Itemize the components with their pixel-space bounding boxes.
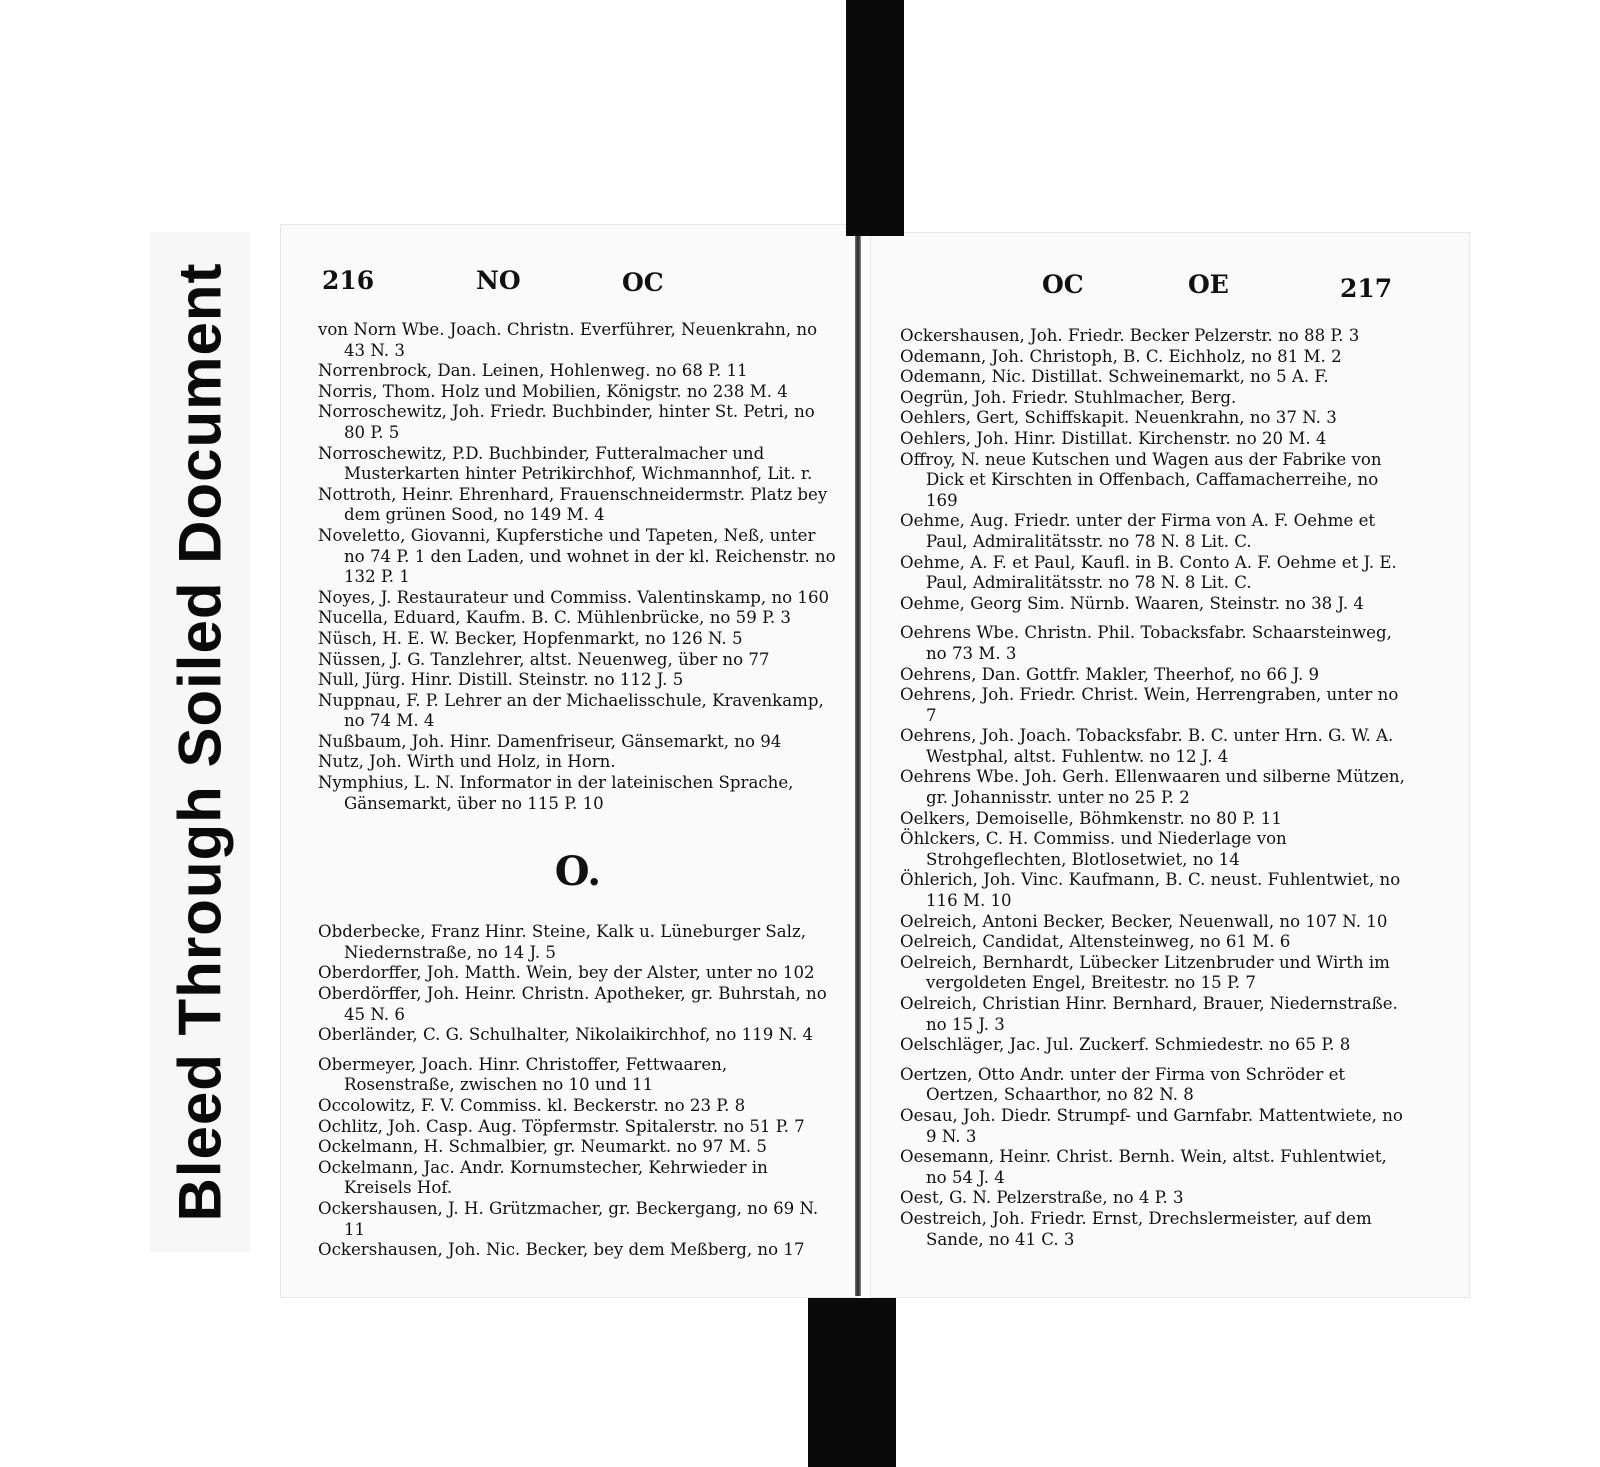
list-item: Norroschewitz, P.D. Buchbinder, Futteralmacher und Musterkarten hinter Petrikirchhof, Wichmannhof, Lit. r.: [318, 443, 813, 484]
list-item: Odemann, Joh. Christoph, B. C. Eichholz, no 81 M. 2: [900, 346, 1342, 366]
list-item: Oertzen, Otto Andr. unter der Firma von Schröder et Oertzen, Schaarthor, no 82 N. 8: [900, 1064, 1346, 1105]
list-item: Occolowitz, F. V. Commiss. kl. Beckerstr. no 23 P. 8: [318, 1096, 746, 1115]
list-item: Nuppnau, F. P. Lehrer an der Michaelisschule, Kravenkamp, no 74 M. 4: [318, 690, 824, 731]
list-item: Norroschewitz, Joh. Friedr. Buchbinder, hinter St. Petri, no 80 P. 5: [318, 402, 815, 442]
left-page-number: 216: [322, 266, 375, 295]
list-item: Noyes, J. Restaurateur und Commiss. Valentinskamp, no 160: [318, 587, 830, 607]
list-item: Obermeyer, Joach. Hinr. Christoffer, Fettwaaren, Rosenstraße, zwischen no 10 und 11: [318, 1054, 728, 1095]
list-item: Oelreich, Christian Hinr. Bernhard, Brauer, Niedernstraße. no 15 J. 3: [900, 994, 1398, 1034]
list-item: Oelreich, Candidat, Altensteinweg, no 61 M. 6: [900, 932, 1291, 952]
list-item: Oest, G. N. Pelzerstraße, no 4 P. 3: [900, 1188, 1184, 1208]
list-item: Oehme, Aug. Friedr. unter der Firma von A. F. Oehme et Paul, Admiralitätsstr. no 78 N. 8 Lit. C.: [900, 511, 1376, 551]
list-item: Offroy, N. neue Kutschen und Wagen aus der Fabrike von Dick et Kirschten in Offenbach, Caffamacherreihe, no 169: [900, 449, 1382, 510]
list-item: Oehrens Wbe. Christn. Phil. Tobacksfabr. Schaarsteinweg, no 73 M. 3: [900, 623, 1392, 663]
list-item: von Norn Wbe. Joach. Christn. Everführer, Neuenkrahn, no 43 N. 3: [318, 320, 818, 360]
list-item: Oehrens, Dan. Gottfr. Makler, Theerhof, no 66 J. 9: [900, 664, 1320, 684]
list-item: Nymphius, L. N. Informator in der lateinischen Sprache, Gänsemarkt, über no 115 P. 10: [318, 773, 794, 813]
list-item: Ockelmann, H. Schmalbier, gr. Neumarkt. no 97 M. 5: [318, 1137, 767, 1157]
left-header-left: NO: [476, 266, 521, 295]
list-item: Oehme, Georg Sim. Nürnb. Waaren, Steinstr. no 38 J. 4: [900, 593, 1364, 613]
list-item: Obderbecke, Franz Hinr. Steine, Kalk u. Lüneburger Salz, Niedernstraße, no 14 J. 5: [318, 922, 806, 962]
list-item: Oegrün, Joh. Friedr. Stuhlmacher, Berg.: [900, 387, 1237, 407]
list-item: Oberdörffer, Joh. Heinr. Christn. Apotheker, gr. Buhrstah, no 45 N. 6: [318, 984, 827, 1024]
list-item: Nüssen, J. G. Tanzlehrer, altst. Neuenweg, über no 77: [318, 649, 770, 669]
list-item: Norris, Thom. Holz und Mobilien, Königstr. no 238 M. 4: [318, 381, 788, 401]
list-item: Oberdorffer, Joh. Matth. Wein, bey der Alster, unter no 102: [318, 963, 815, 983]
list-item: Oehme, A. F. et Paul, Kaufl. in B. Conto A. F. Oehme et J. E. Paul, Admiralitätsstr. no 78 N. 8 Lit. C.: [900, 552, 1397, 593]
list-item: Öhlckers, C. H. Commiss. und Niederlage von Strohgeflechten, Blotlosetwiet, no 14: [900, 829, 1287, 869]
list-item: Norrenbrock, Dan. Leinen, Hohlenweg. no 68 P. 11: [318, 361, 748, 381]
list-item: Oberländer, C. G. Schulhalter, Nikolaikirchhof, no 119 N. 4: [318, 1025, 814, 1045]
list-item: Ockershausen, Joh. Nic. Becker, bey dem Meßberg, no 17: [318, 1240, 805, 1260]
list-item: Öhlerich, Joh. Vinc. Kaufmann, B. C. neust. Fuhlentwiet, no 116 M. 10: [900, 870, 1401, 911]
list-item: Odemann, Nic. Distillat. Schweinemarkt, no 5 A. F.: [900, 367, 1329, 387]
list-item: Oehlers, Joh. Hinr. Distillat. Kirchenstr. no 20 M. 4: [900, 428, 1327, 448]
section-letter: O.: [554, 848, 602, 896]
list-item: Ockelmann, Jac. Andr. Kornumstecher, Kehrwieder in Kreisels Hof.: [318, 1157, 768, 1198]
list-item: Oesau, Joh. Diedr. Strumpf- und Garnfabr. Mattentwiete, no 9 N. 3: [900, 1105, 1403, 1146]
list-item: Oehrens, Joh. Joach. Tobacksfabr. B. C. unter Hrn. G. W. A. Westphal, altst. Fuhlentw. no 12 J. 4: [900, 726, 1394, 766]
list-item: Oelreich, Antoni Becker, Becker, Neuenwall, no 107 N. 10: [900, 911, 1388, 931]
list-item: Oestreich, Joh. Friedr. Ernst, Drechslermeister, auf dem Sande, no 41 C. 3: [900, 1208, 1372, 1249]
left-entries: [318, 320, 838, 1261]
top-clip: [846, 0, 904, 236]
list-item: Ochlitz, Joh. Casp. Aug. Töpfermstr. Spitalerstr. no 51 P. 7: [318, 1116, 805, 1136]
list-item: Noveletto, Giovanni, Kupferstiche und Tapeten, Neß, unter no 74 P. 1 den Laden, und wohnet in der kl. Reichenstr. no 132 P. 1: [318, 525, 836, 587]
list-item: Nucella, Eduard, Kaufm. B. C. Mühlenbrücke, no 59 P. 3: [318, 608, 791, 628]
book-gutter: [855, 226, 861, 1296]
list-item: Nottroth, Heinr. Ehrenhard, Frauenschneidermstr. Platz bey dem grünen Sood, no 149 M. 4: [318, 484, 828, 525]
list-item: Oesemann, Heinr. Christ. Bernh. Wein, altst. Fuhlentwiet, no 54 J. 4: [900, 1147, 1387, 1187]
left-header-right: OC: [622, 268, 664, 297]
list-item: Null, Jürg. Hinr. Distill. Steinstr. no 112 J. 5: [318, 670, 684, 690]
right-page-number: 217: [1340, 274, 1393, 303]
list-item: Nutz, Joh. Wirth und Holz, in Horn.: [318, 752, 616, 772]
list-item: Oehrens, Joh. Friedr. Christ. Wein, Herrengraben, unter no 7: [900, 685, 1399, 725]
stamp-label: Bleed Through Soiled Document: [166, 262, 234, 1222]
list-item: Oehlers, Gert, Schiffskapit. Neuenkrahn, no 37 N. 3: [900, 408, 1337, 428]
list-item: Oelreich, Bernhardt, Lübecker Litzenbruder und Wirth im vergoldeten Engel, Breitestr. no 15 P. 7: [900, 952, 1390, 993]
list-item: Oelkers, Demoiselle, Böhmkenstr. no 80 P. 11: [900, 808, 1282, 828]
list-item: Ockershausen, J. H. Grützmacher, gr. Beckergang, no 69 N. 11: [318, 1198, 819, 1239]
right-header-left: OC: [1042, 270, 1084, 299]
list-item: Ockershausen, Joh. Friedr. Becker Pelzerstr. no 88 P. 3: [900, 326, 1360, 345]
list-item: Nüsch, H. E. W. Becker, Hopfenmarkt, no 126 N. 5: [318, 628, 743, 648]
list-item: Oehrens Wbe. Joh. Gerh. Ellenwaaren und silberne Mützen, gr. Johannisstr. unter no 25 P. 2: [900, 767, 1405, 808]
right-entries: [900, 326, 1410, 1250]
list-item: Nußbaum, Joh. Hinr. Damenfriseur, Gänsemarkt, no 94: [318, 731, 782, 751]
right-header-right: OE: [1188, 270, 1229, 299]
list-item: Oelschläger, Jac. Jul. Zuckerf. Schmiedestr. no 65 P. 8: [900, 1035, 1351, 1055]
bottom-clip: [808, 1298, 896, 1467]
